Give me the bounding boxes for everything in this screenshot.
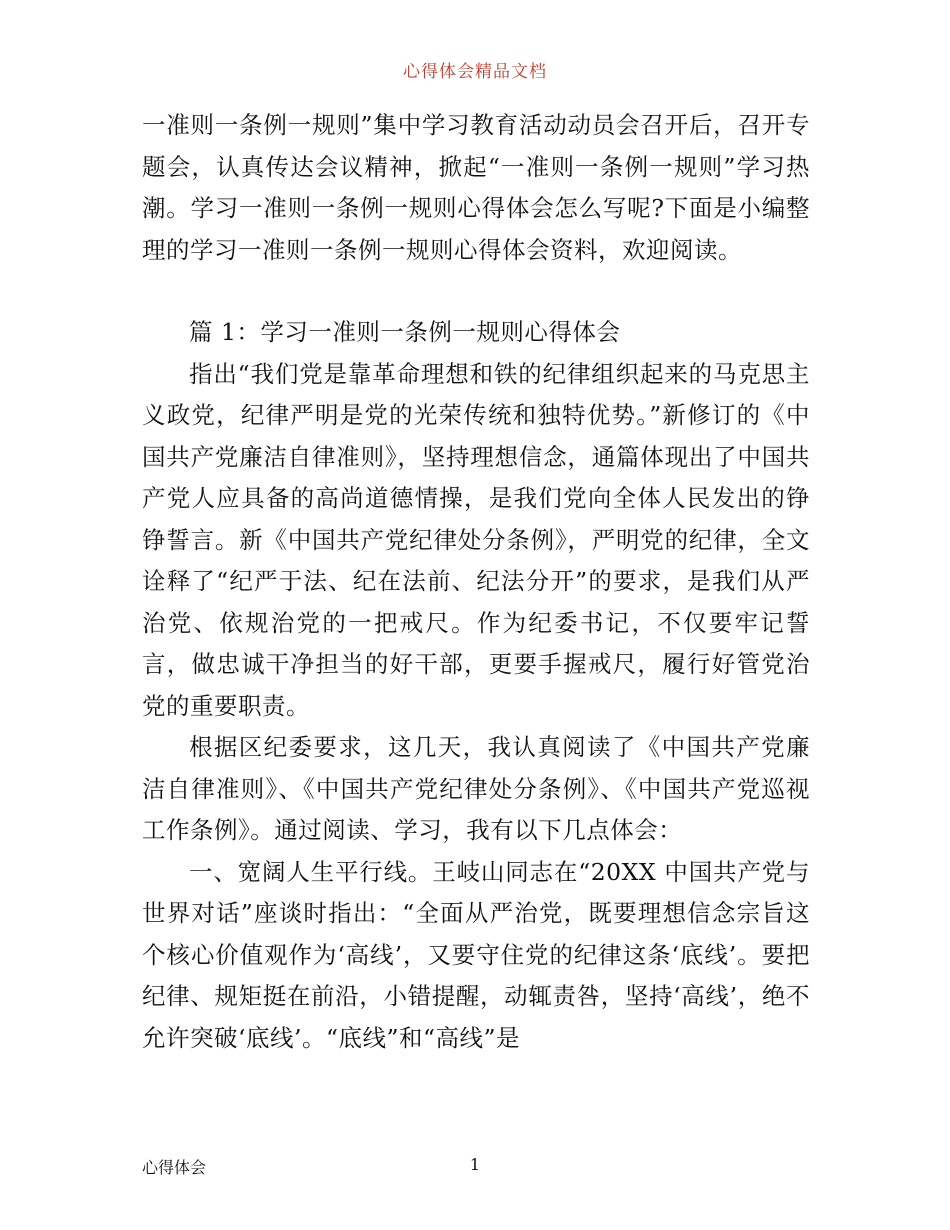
page-number: 1 [469, 1155, 481, 1174]
section-title: 篇 1：学习一准则一条例一规则心得体会 [189, 318, 621, 346]
paragraph-3: 一、宽阔人生平行线。王岐山同志在“20XX 中国共产党与世界对话”座谈时指出：“全面从严治党，既要理想信念宗旨这个核心价值观作为‘高线’，又要守住党的纪律这条‘底线’。要把纪律、规矩挺在前沿，小错提醒，动辄责咎，坚持‘高线’，绝不允许突破‘底线’。“底线”和“高线”是 [142, 857, 810, 1052]
paragraph-2: 根据区纪委要求，这几天，我认真阅读了《中国共产党廉洁自律准则》、《中国共产党纪律处分条例》、《中国共产党巡视工作条例》。通过阅读、学习，我有以下几点体会： [142, 733, 810, 844]
intro-paragraph: 一准则一条例一规则”集中学习教育活动动员会召开后，召开专题会，认真传达会议精神，掀起“一准则一条例一规则”学习热潮。学习一准则一条例一规则心得体会怎么写呢?下面是小编整理的学习一准则一条例一规则心得体会资料，欢迎阅读。 [142, 111, 810, 264]
document-body [142, 105, 810, 1059]
footer-label: 心得体会 [142, 1158, 207, 1177]
paragraph-1: 指出“我们党是靠革命理想和铁的纪律组织起来的马克思主义政党，纪律严明是党的光荣传统和独特优势。”新修订的《中国共产党廉洁自律准则》，坚持理想信念，通篇体现出了中国共产党人应具备的高尚道德情操，是我们党向全体人民发出的铮铮誓言。新《中国共产党纪律处分条例》，严明党的纪律，全文诠释了“纪严于法、纪在法前、纪法分开”的要求，是我们从严治党、依规治党的一把戒尺。作为纪委书记，不仅要牢记誓言，做忠诚干净担当的好干部，更要手握戒尺，履行好管党治党的重要职责。 [142, 359, 810, 720]
page-header-title: 心得体会精品文档 [403, 62, 547, 82]
